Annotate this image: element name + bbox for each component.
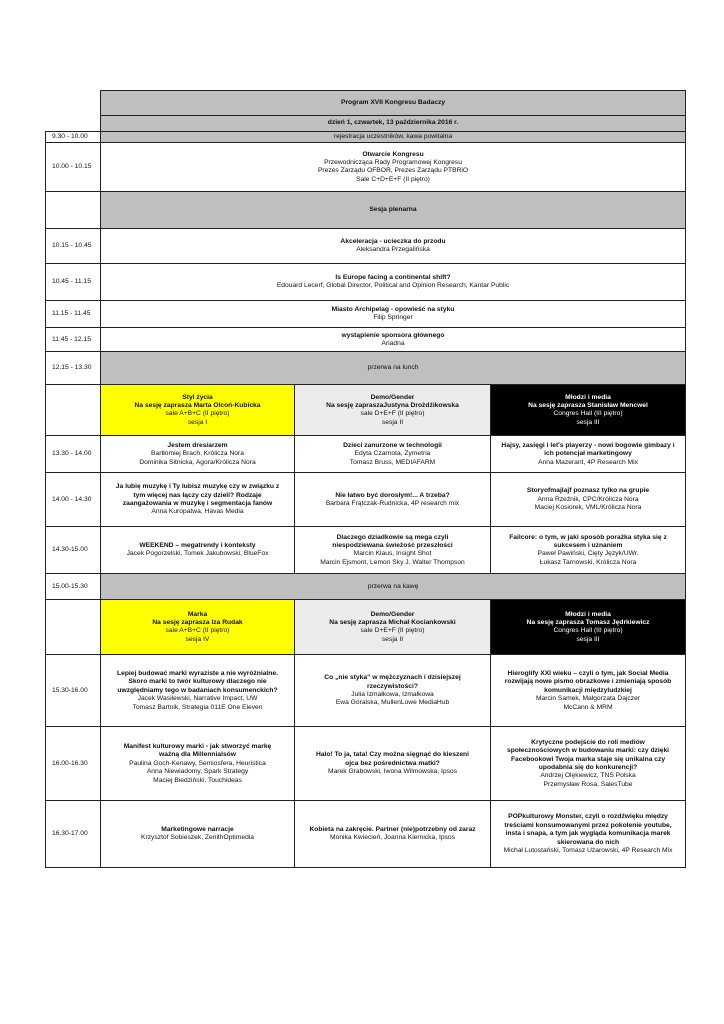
time-cell: 11:45 - 12.15	[46, 328, 101, 352]
day-heading: dzień 1, czwartek, 13 października 2016 r.	[101, 116, 686, 132]
lunch-break-cell: przerwa na lunch	[101, 352, 686, 385]
registration-cell: rejestracja uczestników, kawa powitalna	[101, 132, 686, 143]
time-cell: 14.30-15.00	[46, 527, 101, 574]
time-cell: 14.00 - 14.30	[46, 473, 101, 527]
time-cell: 10.15 - 10.45	[46, 229, 101, 264]
time-cell: 12.15 - 13.30	[46, 352, 101, 385]
time-cell: 13.30 - 14.00	[46, 436, 101, 473]
session-header-brand: Marka Na sesję zaprasza Iza Rudak sale A+B+C (II piętro) sesja IV	[101, 600, 295, 655]
talk-cell: Halo! To ja, tata! Czy można sięgnąć do kieszeni ojca bez pośrednictwa matki? Marek Grabowski, Iwona Wilmowska, Ipsos	[295, 727, 491, 801]
time-cell: 11.15 - 11.45	[46, 301, 101, 328]
plenary-session-label: Sesja plenarna	[101, 192, 686, 229]
talk-cell: Failcore: o tym, w jaki sposób porażka styka się z sukcesem i uznaniem Paweł Pawiński, Cięty Język/UWr. Łukasz Tarnowski, Królicza Nora	[491, 527, 686, 574]
session-header-youth-media: Młodzi i media Na sesję zaprasza Tomasz Jędrkiewicz Congres Hall (III piętro) sesja III	[491, 600, 686, 655]
talk-cell: Jestem dresiarzem Bartłomiej Brach, Królicza Nora Dominika Sitnicka, Agora/Królicza Nora	[101, 436, 295, 473]
program-table	[45, 90, 686, 868]
blank-corner	[46, 91, 101, 116]
talk-cell: Dzieci zanurzone w technologii Edyta Czarnota, Zymetria Tomasz Bruss, MEDIAFARM	[295, 436, 491, 473]
session-header-lifestyle: Styl życia Na sesję zaprasza Marta Olcoń-Kubicka sale A+B+C (II piętro) sesja I	[101, 385, 295, 436]
session-header-demo-gender: Demo/Gender Na sesję zaprasza Michał Kociankowski sale D+E+F (II piętro) sesja II	[295, 600, 491, 655]
talk-cell: Krytyczne podejście do roli mediów społecznościowych w budowaniu marki: czy dzięki Facebookowi Twoja marka staje się unikalna czy upodabnia się do konkurencji? Andrzej Olękiewicz, TNS Polska Przemysław Rosa, SalesTube	[491, 727, 686, 801]
talk-cell: Co „nie styka” w mężczyznach i dzisiejszej rzeczywistości? Julia Izmałkowa, Izmałkowa Ewa Góralska, MullenLowe MediaHub	[295, 655, 491, 727]
talk-cell: Akceleracja - ucieczka do przodu Aleksandra Przegalińska	[101, 229, 686, 264]
talk-cell: Ja lubię muzykę i Ty lubisz muzykę czy w związku z tym więcej nas łączy czy dzieli? Rodzaje zaangażowania w muzykę i segmentacja fanów Anna Kuropatwa, Havas Media	[101, 473, 295, 527]
session-header-youth-media: Młodzi i media Na sesję zaprasza Stanisław Mencwel Congres Hall (III piętro) sesja III	[491, 385, 686, 436]
blank-corner	[46, 116, 101, 132]
talk-cell: Marketingowe narracje Krzysztof Sobieszek, ZenithOptimedia	[101, 801, 295, 868]
sponsor-talk-cell: wystąpienie sponsora głównego Ariadna	[101, 328, 686, 352]
talk-cell: WEEKEND – megatrendy i konteksty Jacek Pogorzelski, Tomek Jakubowski, BlueFox	[101, 527, 295, 574]
session-header-demo-gender: Demo/Gender Na sesję zapraszaJustyna Drożdżikowska sale D+E+F (II piętro) sesja II	[295, 385, 491, 436]
talk-cell: Miasto Archipelag - opowieść na styku Filip Springer	[101, 301, 686, 328]
time-cell-empty	[46, 192, 101, 229]
program-title: Program XVII Kongresu Badaczy	[101, 91, 686, 116]
talk-cell: POPkulturowy Monster, czyli o rozdźwięku między treściami konsumowanymi przez pokolenie youtube, insta i snapa, a tym jak wygląda komunikacja marek skierowana do nich Michał Lutostański, Tomasz Użarowski, 4P Research Mix	[491, 801, 686, 868]
time-cell-empty	[46, 600, 101, 655]
coffee-break-cell: przerwa na kawę	[101, 574, 686, 600]
talk-cell: Is Europe facing a continental shift? Edouard Lecerf, Global Director, Political and Opinion Research, Kantar Public	[101, 264, 686, 301]
talk-cell: Kobieta na zakręcie. Partner (nie)potrzebny od zaraz Monika Kwiecień, Joanna Kiernicka, Ipsos	[295, 801, 491, 868]
talk-cell: Manifest kulturowy marki - jak stworzyć markę ważną dla Millennialsów Paulina Goch-Kenawy, Semiosfera, Heuristica Anna Niewiadomy, Spark Strategy Maciej Biedziński, Touchideas	[101, 727, 295, 801]
talk-cell: Storyofmajlajf poznasz tylko na grupie Anna Rzeźnik, CPC/Królicza Nora Maciej Kosiorek, VML/Królicza Nora	[491, 473, 686, 527]
talk-cell: Nie łatwo być dorosłym!... A trzeba? Barbara Frątczak-Rudnicka, 4P research mix	[295, 473, 491, 527]
time-cell: 16.00-16.30	[46, 727, 101, 801]
time-cell: 10.45 - 11.15	[46, 264, 101, 301]
time-cell: 10.00 - 10.15	[46, 143, 101, 192]
talk-cell: Lepiej budować marki wyraziste a nie wyróżnialne. Skoro marki to twór kulturowy dlaczego nie uwzględniamy tego w badaniach konsumenckich? Jacek Wasilewski, Narrative Impact, UW Tomasz Bartnik, Strategia 011E One Eleven	[101, 655, 295, 727]
time-cell: 15.30-16.00	[46, 655, 101, 727]
time-cell: 9.30 - 10.00	[46, 132, 101, 143]
opening-cell: Otwarcie Kongresu Przewodnicząca Rady Programowej Kongresu Prezes Zarządu OFBOR, Prezes Zarządu PTBRiO Sale C+D+E+F (II piętro)	[101, 143, 686, 192]
talk-cell: Hajsy, zasięgi i let's playerzy - nowi bogowie gimbazy i ich potencjał marketingowy Anna Mazerant, 4P Research Mix	[491, 436, 686, 473]
talk-cell: Dlaczego dziadkowie są mega czyli niespodziewana świeżość przeszłości Marcin Klaus, Insight Shot Marcin Ejsmont, Lemon Sky J. Walter Thompson	[295, 527, 491, 574]
time-cell: 16.30-17.00	[46, 801, 101, 868]
talk-cell: Hieroglify XXI wieku – czyli o tym, jak Social Media rozwijają nowe pismo obrazkowe i zmieniają sposób komunikacji międzyludzkiej Marcin Samek, Małgorzata Dajczer McCann & MRM	[491, 655, 686, 727]
time-cell: 15.00-15.30	[46, 574, 101, 600]
time-cell-empty	[46, 385, 101, 436]
